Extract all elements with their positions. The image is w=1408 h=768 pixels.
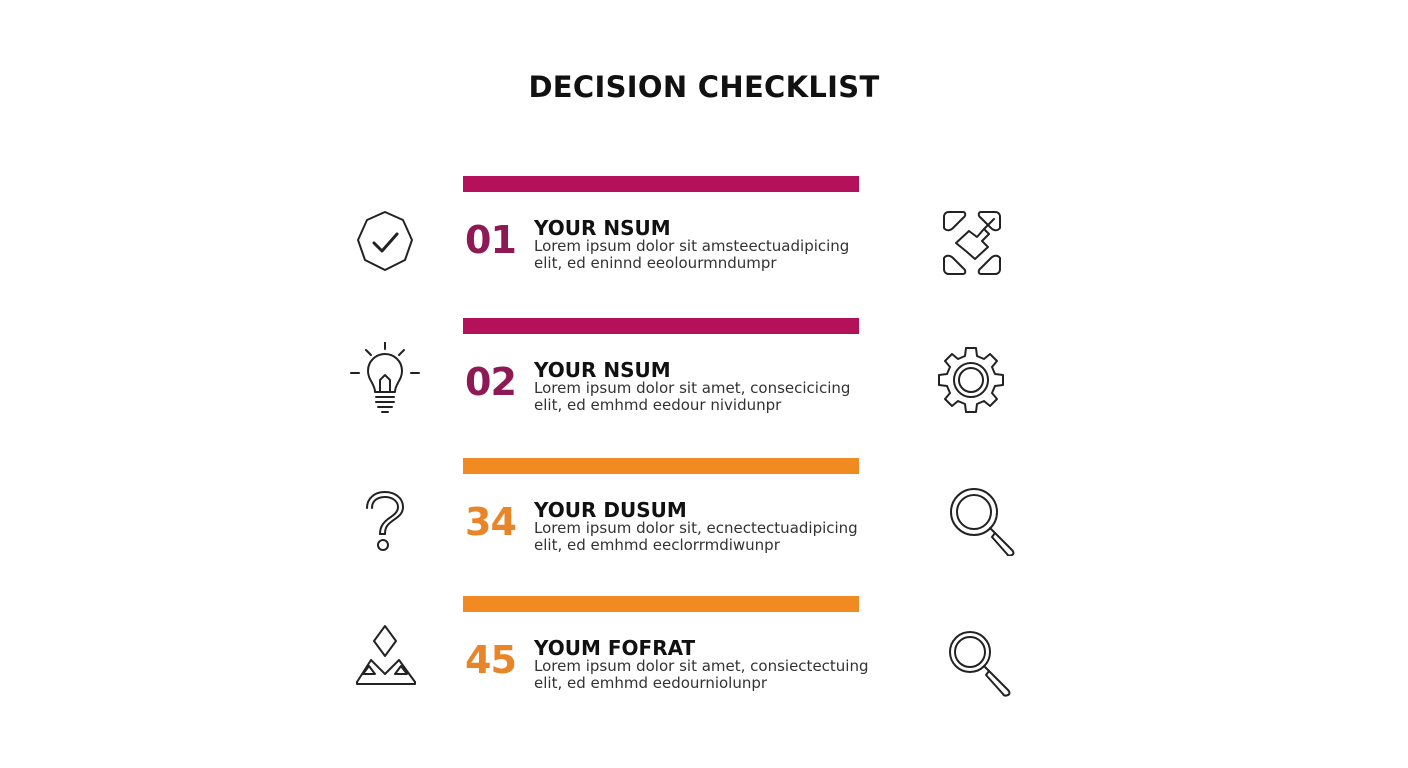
magnifier-icon xyxy=(946,484,1018,556)
check-badge-icon xyxy=(349,206,421,278)
checklist-item-2 xyxy=(463,318,859,428)
question-mark-icon xyxy=(349,486,421,558)
item-4-number: 45 xyxy=(465,638,516,682)
item-1-description xyxy=(534,238,864,272)
item-4-bar xyxy=(463,596,859,612)
item-3-desc-line2: elit, ed emhmd eeclorrmdiwunpr xyxy=(534,536,780,554)
magnifier-icon xyxy=(946,628,1018,700)
item-2-description xyxy=(534,380,864,414)
lightbulb-icon xyxy=(349,342,421,414)
item-2-heading: YOUR NSUM xyxy=(534,358,671,382)
item-3-desc-line1: Lorem ipsum dolor sit, ecnectectuadipicing xyxy=(534,519,858,537)
item-2-desc-line1: Lorem ipsum dolor sit amet, consecicicing xyxy=(534,379,851,397)
item-4-description xyxy=(534,657,869,692)
checklist-item-3 xyxy=(463,458,859,568)
item-4-heading: YOUM FOFRAT xyxy=(534,636,696,660)
item-3-description xyxy=(534,520,864,554)
item-1-desc-line2: elit, ed eninnd eeolourmndumpr xyxy=(534,254,777,272)
item-3-bar xyxy=(463,458,859,474)
item-4-desc-line1: Lorem ipsum dolor sit amet, consiectectuing xyxy=(534,657,869,675)
checklist-item-1 xyxy=(463,176,859,286)
item-1-desc-line1: Lorem ipsum dolor sit amsteectuadipicing xyxy=(534,237,850,255)
item-3-heading: YOUR DUSUM xyxy=(534,498,687,522)
item-1-bar xyxy=(463,176,859,192)
item-3-number: 34 xyxy=(465,500,516,544)
item-2-bar xyxy=(463,318,859,334)
mountain-shapes-icon xyxy=(349,622,421,694)
item-2-number: 02 xyxy=(465,360,516,404)
item-2-desc-line2: elit, ed emhmd eedour nividunpr xyxy=(534,396,782,414)
item-1-heading: YOUR NSUM xyxy=(534,216,671,240)
item-1-number: 01 xyxy=(465,218,516,262)
checklist-item-4 xyxy=(463,596,869,706)
page-title: DECISION CHECKLIST xyxy=(528,70,880,104)
puzzle-arrows-icon xyxy=(936,207,1008,279)
gear-icon xyxy=(935,344,1007,416)
item-4-desc-line2: elit, ed emhmd eedourniolunpr xyxy=(534,674,768,692)
